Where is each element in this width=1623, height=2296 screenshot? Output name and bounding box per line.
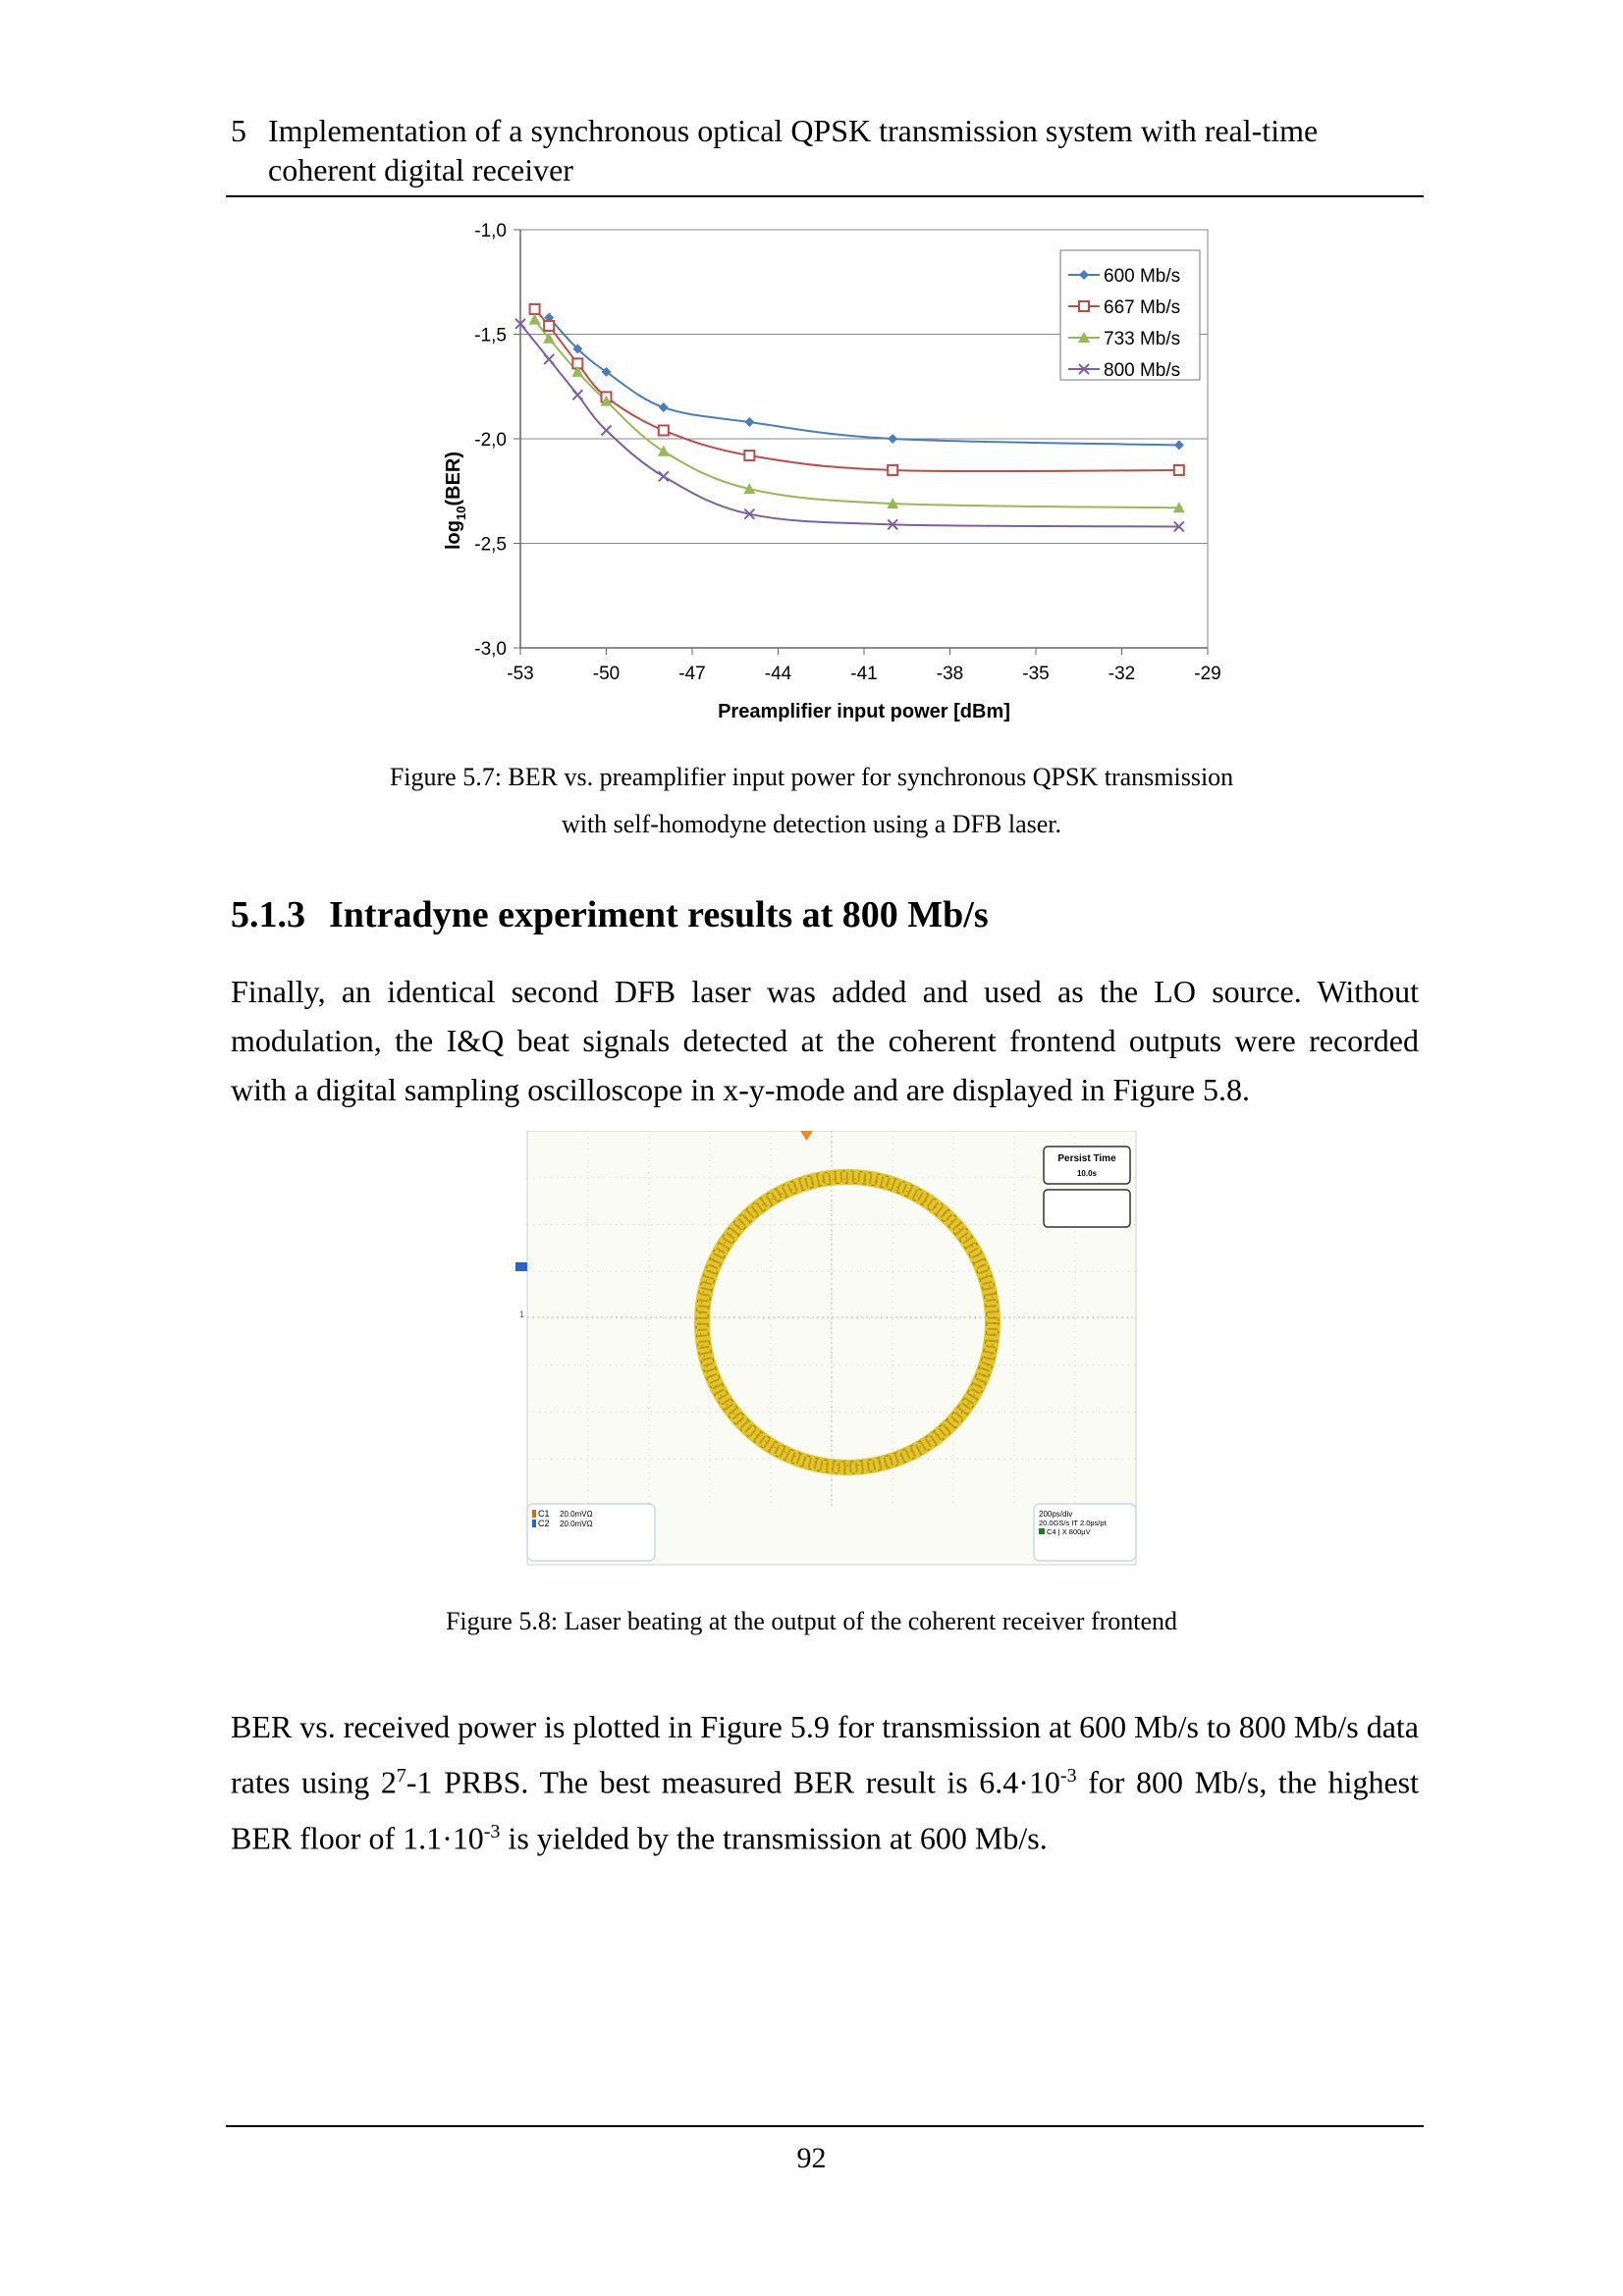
x-tick-label: -47 xyxy=(678,664,706,684)
data-point xyxy=(602,425,612,435)
data-point xyxy=(659,402,669,412)
page-number: 92 xyxy=(796,2142,827,2174)
paragraph-2 xyxy=(231,1702,1419,1862)
x-tick-label: -44 xyxy=(764,664,792,684)
section-heading xyxy=(231,893,989,936)
paragraph-2-text: BER vs. received power is plotted in Figure 5.9 for transmission at 600 Mb/s to 800 Mb/s data rates using $2^7-1$ PRBS. The best measured BER result is $6.4\cdot 10^{-3}$ for 800 Mb/s, the highest BER floor of $1.1\cdot 10^{-3}$ is yielded by the transmission at 600 Mb/s. xyxy=(231,1709,1420,1856)
timebase-panel xyxy=(1034,1504,1136,1561)
y-ticks xyxy=(474,221,520,660)
persist-time-box xyxy=(1044,1147,1130,1184)
data-point xyxy=(659,425,669,435)
header-rule xyxy=(226,195,1424,197)
ch4-value: C4 | X 800µV xyxy=(1047,1527,1091,1536)
x-tick-label: -41 xyxy=(850,664,878,684)
chapter-title-line2: coherent digital receiver xyxy=(268,152,573,187)
persist-time-value: 10.0s xyxy=(1076,1169,1098,1178)
sampling-value: 20.0GS/s IT 2.0ps/pt xyxy=(1039,1519,1107,1527)
x-tick-label: -29 xyxy=(1194,664,1221,684)
x-tick-label: -35 xyxy=(1022,664,1050,684)
footer-rule xyxy=(226,2125,1424,2127)
figure-5-7-caption-line2: with self-homodyne detection using a DFB laser. xyxy=(561,810,1062,838)
x-axis-label: Preamplifier input power [dBm] xyxy=(718,701,1010,722)
channel-info-panel xyxy=(527,1504,655,1561)
ground-marker-1: 1 xyxy=(519,1309,525,1319)
oscilloscope-screenshot xyxy=(515,1131,1144,1573)
ch1-label: C1 xyxy=(538,1509,550,1519)
y-tick-label: -2,0 xyxy=(474,430,507,451)
data-point xyxy=(1174,465,1184,475)
data-point xyxy=(572,390,582,400)
data-point xyxy=(744,417,754,427)
x-tick-label: -50 xyxy=(592,664,621,684)
figure-5-7-caption xyxy=(0,754,1623,848)
paragraph-1-text: Finally, an identical second DFB laser was added and used as the LO source. Without modulation, the I&Q beat signals detected at the coherent frontend outputs were recorded with a digital sampling oscilloscope in x-y-mode and are displayed in Figure 5.8. xyxy=(231,974,1419,1107)
x-ticks xyxy=(507,648,1220,684)
legend-label: 667 Mb/s xyxy=(1104,297,1181,318)
x-tick-label: -38 xyxy=(936,664,964,684)
figure-5-8-caption: Figure 5.8: Laser beating at the output of the coherent receiver frontend xyxy=(445,1607,1178,1635)
figure-5-7-caption-line1: Figure 5.7: BER vs. preamplifier input power for synchronous QPSK transmission xyxy=(389,763,1234,791)
ch1-color-icon xyxy=(532,1510,536,1518)
data-point xyxy=(530,304,540,314)
x-tick-label: -53 xyxy=(507,664,534,684)
data-point xyxy=(659,471,669,481)
y-tick-label: -1,5 xyxy=(474,325,507,347)
ch2-label: C2 xyxy=(538,1519,550,1528)
paragraph-1 xyxy=(231,967,1419,1114)
data-point xyxy=(544,321,554,331)
data-point xyxy=(888,434,897,444)
chapter-title-line1: Implementation of a synchronous optical QPSK transmission system with real-time xyxy=(268,113,1319,148)
ch1-value: 20.0mVΩ xyxy=(560,1510,593,1519)
data-point xyxy=(888,465,897,475)
empty-readout-box xyxy=(1044,1190,1130,1227)
data-point xyxy=(658,446,670,456)
legend-marker xyxy=(1079,301,1089,311)
persist-time-label: Persist Time xyxy=(1057,1153,1116,1164)
section-number: 5.1.3 xyxy=(231,894,305,935)
ch2-value: 20.0mVΩ xyxy=(560,1520,593,1528)
timebase-value: 200ps/div xyxy=(1039,1510,1073,1519)
ber-chart xyxy=(422,216,1257,736)
y-tick-label: -2,5 xyxy=(474,534,507,556)
legend-label: 800 Mb/s xyxy=(1104,360,1181,381)
ch4-color-icon xyxy=(1039,1528,1045,1534)
chart-legend xyxy=(1060,250,1200,381)
y-axis-label: $\log_{10}(BER)$ xyxy=(443,451,468,551)
y-tick-label: -1,0 xyxy=(474,221,507,241)
channel-marker-icon xyxy=(515,1262,527,1271)
legend-label: 600 Mb/s xyxy=(1104,266,1181,287)
ch2-color-icon xyxy=(532,1520,536,1527)
data-point xyxy=(544,354,554,364)
x-tick-label: -32 xyxy=(1108,664,1136,684)
legend-label: 733 Mb/s xyxy=(1104,329,1181,349)
data-point xyxy=(529,314,541,325)
y-tick-label: -3,0 xyxy=(474,639,507,660)
data-point xyxy=(1174,440,1184,450)
running-header xyxy=(231,111,1409,189)
data-point xyxy=(744,451,754,460)
chapter-number: 5 xyxy=(231,113,246,148)
section-title: Intradyne experiment results at 800 Mb/s xyxy=(329,894,989,935)
